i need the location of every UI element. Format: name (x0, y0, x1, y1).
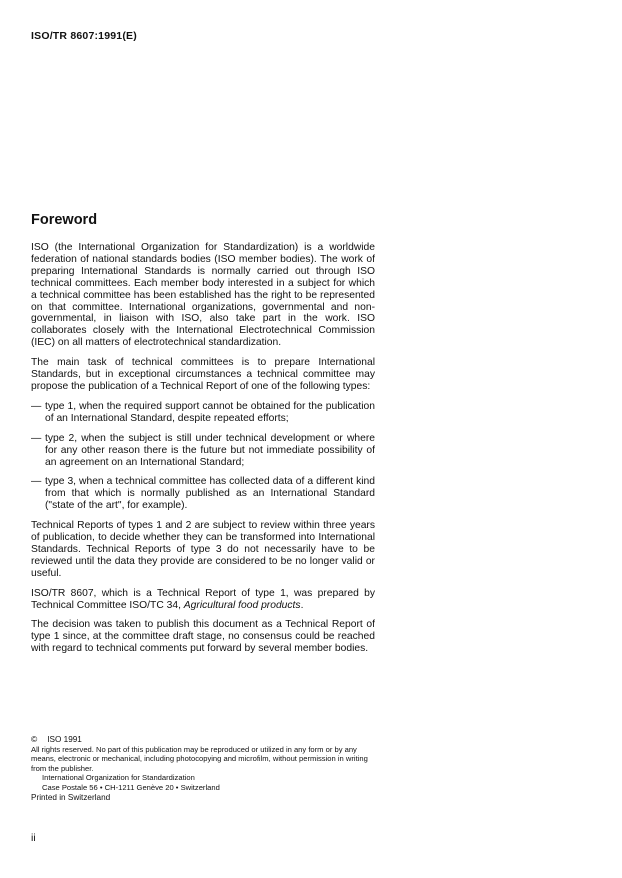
document-id-header: ISO/TR 8607:1991(E) (31, 30, 137, 42)
copyright-block (31, 735, 376, 803)
list-item (31, 433, 375, 469)
dash-bullet: — (31, 400, 42, 412)
organization-address: Case Postale 56 • CH-1211 Genève 20 • Switzerland (42, 782, 220, 792)
copyright-line (31, 735, 376, 745)
foreword-body (31, 242, 375, 663)
organization-name: International Organization for Standardization (42, 773, 195, 782)
paragraph-4-suffix: . (300, 599, 304, 611)
copyright-icon: © (31, 734, 38, 744)
rights-statement: All rights reserved. No part of this publication may be reproduced or utilized in any form or by any means, electronic or mechanical, including photocopying and microfilm, without permission in writing from the publisher. (31, 744, 368, 773)
foreword-paragraph-4 (31, 588, 375, 612)
foreword-heading: Foreword (31, 212, 98, 228)
list-item (31, 401, 375, 425)
foreword-paragraph-3: Technical Reports of types 1 and 2 are subject to review within three years of publication, to decide whether they can be transformed into International Standards. Technical Reports of type 3 do not necessarily have to be reviewed until the data they provide are considered to be no longer valid or useful. (31, 520, 375, 579)
committee-title: Agricultural food products (183, 599, 301, 611)
list-item-text: type 3, when a technical committee has collected data of a different kind from that which is normally published as an International Standard ("state of the art", for example). (45, 476, 375, 512)
list-item-text: type 1, when the required support cannot be obtained for the publication of an International Standard, despite repeated efforts; (45, 400, 375, 424)
dash-bullet: — (31, 432, 42, 444)
list-item-text: type 2, when the subject is still under technical development or where for any other reason there is the future but not immediate possibility of an agreement on an International Standard; (45, 432, 375, 468)
foreword-paragraph-5: The decision was taken to publish this document as a Technical Report of type 1 since, at the committee draft stage, no consensus could be reached with regard to technical comments put forward by several member bodies. (31, 619, 375, 655)
page-number: ii (31, 832, 36, 844)
paragraph-4-prefix: ISO/TR 8607, which is a Technical Report of type 1, was prepared by Technical Committee ISO/TC 34, (31, 587, 375, 611)
list-item (31, 476, 375, 512)
dash-bullet: — (31, 476, 42, 488)
printed-location: Printed in Switzerland (31, 793, 111, 802)
foreword-paragraph-2: The main task of technical committees is to prepare International Standards, but in exceptional circumstances a technical committee may propose the publication of a Technical Report of one of the following types: (31, 357, 375, 392)
copyright-year: ISO 1991 (47, 735, 82, 744)
report-types-list (31, 401, 375, 512)
foreword-paragraph-1: ISO (the International Organization for Standardization) is a worldwide federation of national standards bodies (ISO member bodies). The work of preparing International Standards is normally carried out through ISO technical committees. Each member body interested in a subject for which a technical committee has been established has the right to be represented on that committee. International organizations, governmental and non-governmental, in liaison with ISO, also take part in the work. ISO collaborates closely with the International Electrotechnical Commission (IEC) on all matters of electrotechnical standardization. (31, 242, 375, 349)
